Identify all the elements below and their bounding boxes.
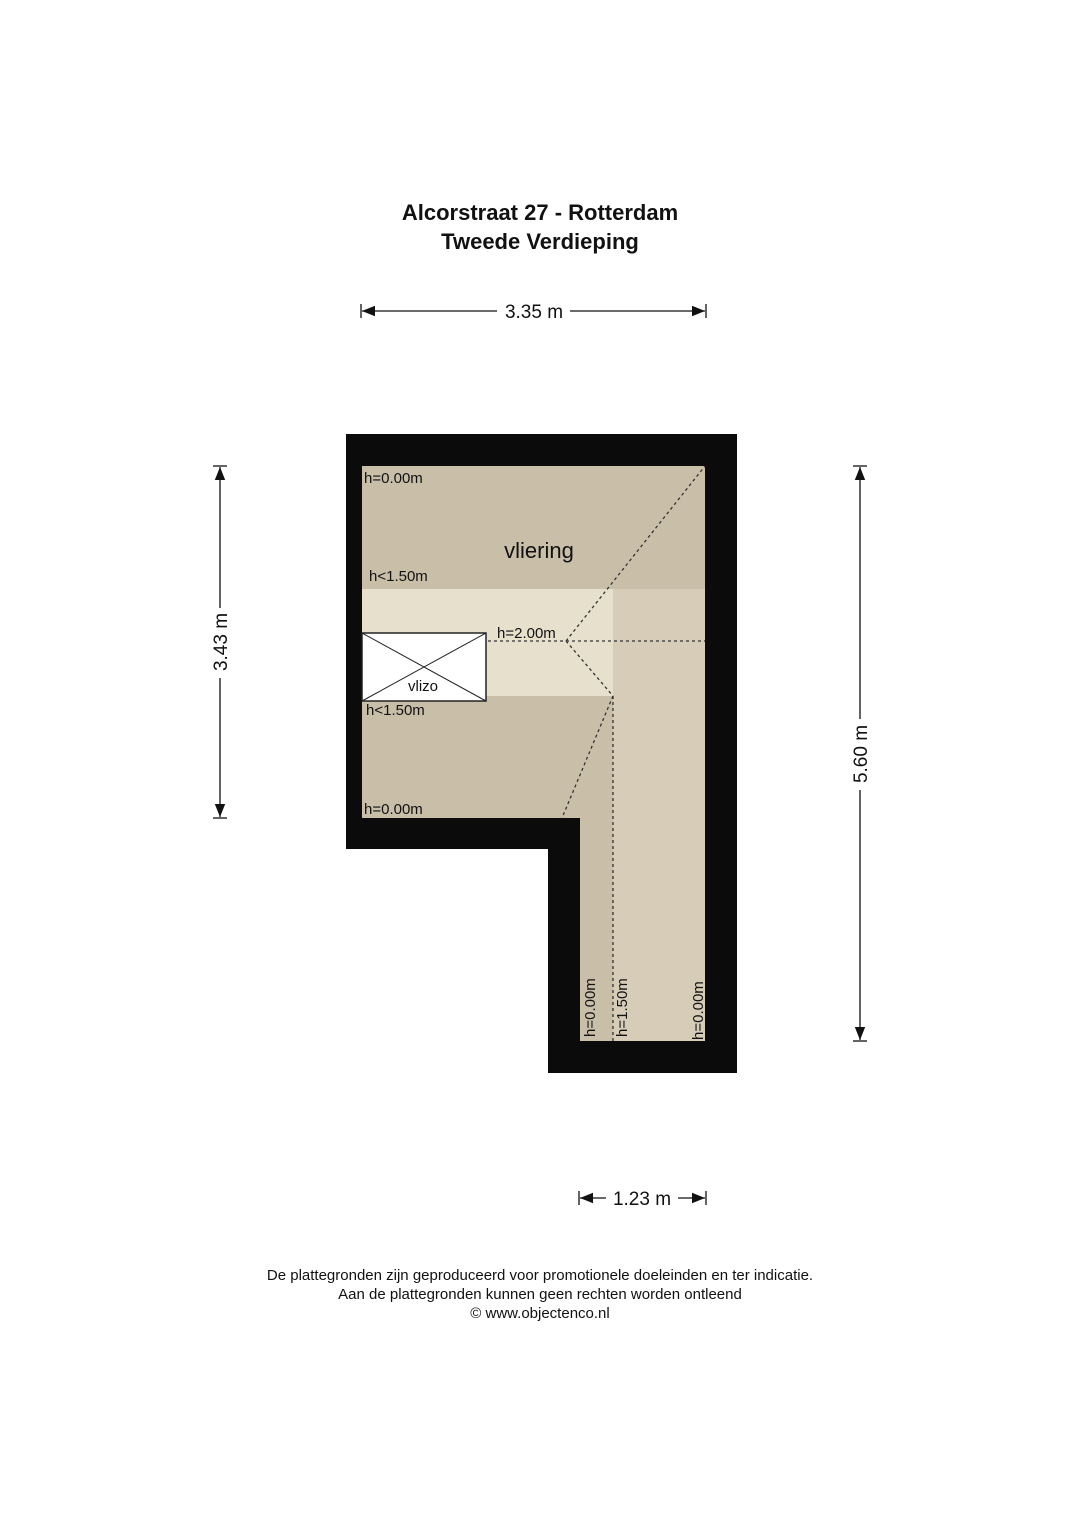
floor-zone-mid — [613, 589, 705, 1041]
room-label-vlizo: vlizo — [407, 678, 439, 695]
height-label-ridge: h=2.00m — [497, 625, 556, 642]
floor-name: Tweede Verdieping — [441, 229, 639, 254]
room-label-vliering: vliering — [504, 538, 574, 563]
disclaimer-line-2: Aan de plattegronden kunnen geen rechten worden ontleend — [338, 1286, 742, 1303]
height-label-upper-mid: h<1.50m — [369, 568, 428, 585]
height-label-wing-right: h=0.00m — [690, 981, 707, 1040]
disclaimer-line-1: De plattegronden zijn geproduceerd voor promotionele doeleinden en ter indicatie. — [266, 1267, 814, 1284]
height-label-wing-mid: h=1.50m — [614, 978, 631, 1037]
dimension-label-left: 3.43 m — [211, 612, 232, 672]
height-label-lower-mid: h<1.50m — [366, 702, 425, 719]
plan-title: Alcorstraat 27 - Rotterdam — [401, 200, 679, 225]
copyright-line: © www.objectenco.nl — [470, 1305, 610, 1322]
height-label-wing-left: h=0.00m — [582, 978, 599, 1037]
dimension-label-right: 5.60 m — [851, 724, 872, 784]
height-label-top-left: h=0.00m — [364, 470, 423, 487]
dimension-label-bottom: 1.23 m — [612, 1189, 672, 1210]
dimension-label-top: 3.35 m — [504, 302, 564, 323]
height-label-bottom-left: h=0.00m — [364, 801, 423, 818]
